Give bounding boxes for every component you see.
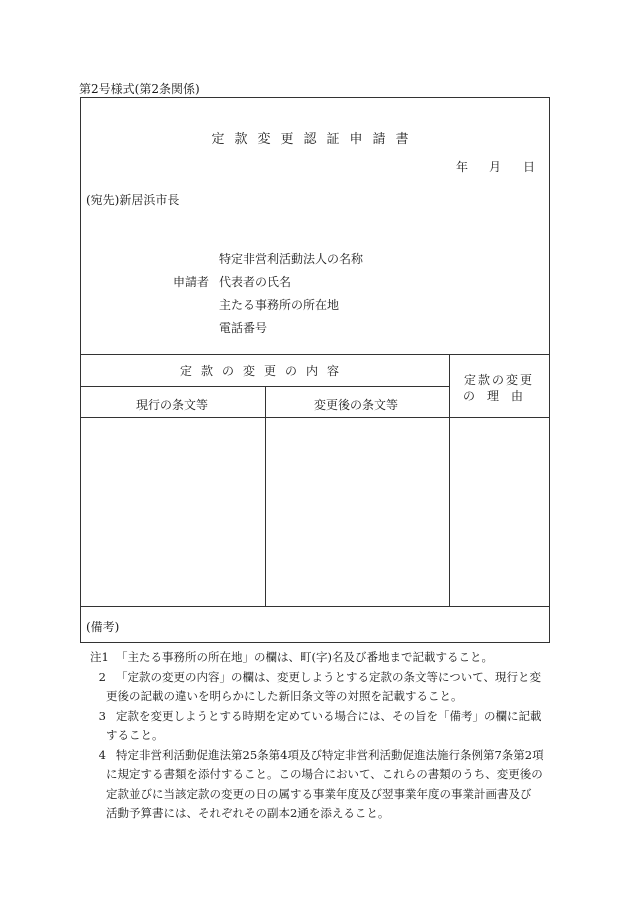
note-number: 4 [98, 747, 106, 762]
note-line: 「定款の変更の内容」の欄は、変更しようとする定款の条文等について、現行と変 [116, 669, 542, 684]
note-line: に規定する書類を添付すること。この場合において、これらの書類のうち、変更後の [106, 767, 543, 781]
note-item [80, 648, 550, 668]
note-number: 注1 [90, 650, 109, 664]
notes [80, 648, 550, 824]
remarks-label: (備考) [86, 620, 120, 634]
divider-current-changed [265, 386, 266, 606]
note-line: 「主たる事務所の所在地」の欄は、町(字)名及び番地まで記載すること。 [116, 650, 493, 664]
note-number: 3 [98, 708, 106, 723]
note-item [80, 746, 550, 824]
applicant-field-representative: 代表者の氏名 [219, 275, 292, 289]
reason-header-line2: の理由 [462, 389, 535, 403]
reason-header-line1: 定款の変更 [463, 373, 534, 387]
divider-remarks [81, 606, 549, 607]
applicant-field-office-address: 主たる事務所の所在地 [219, 298, 340, 312]
content-header: 定款の変更の内容 [179, 364, 348, 378]
note-line: 定款並びに当該定款の変更の日の属する事業年度及び翌事業年度の事業計画書及び [106, 786, 532, 801]
date-day: 日 [523, 160, 536, 174]
applicant-field-phone: 電話番号 [219, 321, 268, 335]
applicant-field-org-name: 特定非営利活動法人の名称 [219, 252, 364, 266]
note-line: 更後の記載の違いを明らかにした新旧条文等の対照を記載すること。 [106, 689, 463, 703]
form-identifier: 第2号様式(第2条関係) [79, 82, 200, 96]
applicant-label: 申請者 [173, 275, 210, 289]
note-item [80, 707, 550, 746]
note-line: すること。 [106, 728, 164, 742]
date-month: 月 [489, 160, 502, 174]
note-text [106, 746, 550, 824]
current-text-header: 現行の条文等 [135, 398, 208, 412]
note-line: 活動予算書には、それぞれその副本2通を添えること。 [106, 806, 390, 820]
note-line: 定款を変更しようとする時期を定めている場合には、その旨を「備考」の欄に記載 [116, 708, 542, 723]
document-title: 定款変更認証申請書 [211, 132, 419, 147]
note-text [116, 648, 550, 668]
date-year: 年 [456, 160, 469, 174]
divider-column-headers [81, 417, 549, 418]
note-text [106, 668, 550, 707]
note-line: 特定非営利活動促進法第25条第4項及び特定非営利活動促進法施行条例第7条第2項 [116, 747, 544, 762]
note-item [80, 668, 550, 707]
note-text [106, 707, 550, 746]
note-number: 2 [98, 669, 106, 684]
changed-text-header: 変更後の条文等 [313, 398, 398, 412]
divider-top-section [81, 354, 549, 355]
addressee: (宛先)新居浜市長 [86, 193, 180, 207]
